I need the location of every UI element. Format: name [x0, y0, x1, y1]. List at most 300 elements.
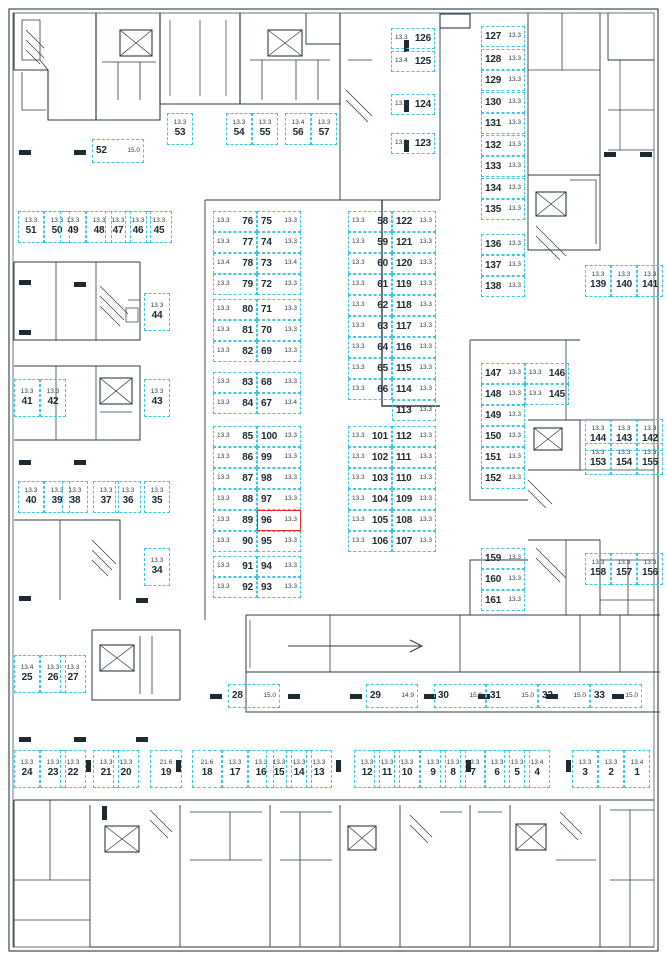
parking-unit-number: 90: [242, 535, 253, 547]
parking-unit-54[interactable]: [226, 113, 252, 145]
parking-unit-101[interactable]: [348, 426, 392, 447]
parking-unit-number: 92: [242, 581, 253, 593]
parking-unit-area: 13.3: [217, 305, 230, 313]
parking-unit-number: 67: [261, 397, 272, 409]
parking-unit-34[interactable]: [144, 548, 170, 586]
parking-unit-121[interactable]: [392, 232, 436, 253]
parking-unit-number: 110: [396, 472, 412, 484]
parking-unit-number: 111: [396, 451, 411, 463]
parking-unit-45[interactable]: [146, 211, 172, 243]
parking-unit-129[interactable]: [481, 70, 525, 91]
parking-unit-103[interactable]: [348, 468, 392, 489]
parking-unit-number: 139: [589, 278, 607, 290]
parking-unit-117[interactable]: [392, 316, 436, 337]
parking-unit-number: 153: [589, 456, 607, 468]
parking-unit-91[interactable]: [213, 556, 257, 577]
parking-unit-98[interactable]: [257, 468, 301, 489]
parking-unit-area: 13.3: [352, 432, 365, 440]
parking-unit-number: 22: [67, 766, 79, 778]
parking-unit-18[interactable]: [192, 750, 222, 788]
parking-unit-83[interactable]: [213, 372, 257, 393]
parking-unit-area: 13.3: [284, 562, 297, 570]
parking-unit-140[interactable]: [611, 265, 637, 297]
parking-unit-number: 14: [293, 766, 305, 778]
parking-unit-area: 13.3: [419, 406, 432, 414]
parking-unit-area: 13.3: [591, 449, 605, 457]
parking-unit-number: 125: [414, 55, 431, 67]
parking-unit-13[interactable]: [306, 750, 332, 788]
parking-unit-66[interactable]: [348, 379, 392, 400]
parking-unit-area: 13.3: [284, 432, 297, 440]
parking-unit-number: 159: [485, 552, 502, 564]
parking-unit-61[interactable]: [348, 274, 392, 295]
parking-unit-154[interactable]: [611, 443, 637, 475]
parking-unit-area: 13.3: [508, 261, 521, 269]
parking-unit-area: 13.3: [508, 141, 521, 149]
parking-unit-1[interactable]: [624, 750, 650, 788]
parking-unit-area: 13.3: [217, 583, 230, 591]
parking-unit-138[interactable]: [481, 276, 525, 297]
parking-unit-number: 157: [615, 566, 633, 578]
parking-unit-128[interactable]: [481, 49, 525, 70]
parking-unit-number: 113: [396, 404, 412, 416]
parking-unit-122[interactable]: [392, 211, 436, 232]
parking-unit-area: 13.3: [604, 759, 618, 767]
parking-unit-area: 13.3: [395, 100, 408, 108]
parking-unit-57[interactable]: [311, 113, 337, 145]
parking-unit-number: 34: [151, 564, 163, 576]
parking-unit-number: 2: [608, 766, 614, 778]
parking-unit-118[interactable]: [392, 295, 436, 316]
parking-unit-68[interactable]: [257, 372, 301, 393]
parking-unit-area: 13.3: [352, 238, 365, 246]
parking-unit-107[interactable]: [392, 531, 436, 552]
parking-unit-59[interactable]: [348, 232, 392, 253]
parking-unit-41[interactable]: [14, 379, 40, 417]
parking-unit-32[interactable]: [538, 684, 590, 708]
parking-unit-area: 13.3: [217, 347, 230, 355]
parking-unit-area: 13.3: [360, 759, 374, 767]
parking-unit-area: 13.3: [352, 322, 365, 330]
parking-unit-area: 13.3: [284, 347, 297, 355]
parking-unit-52[interactable]: [92, 139, 144, 163]
parking-unit-number: 46: [132, 224, 144, 236]
parking-unit-number: 63: [377, 320, 388, 332]
parking-unit-22[interactable]: [60, 750, 86, 788]
parking-unit-58[interactable]: [348, 211, 392, 232]
parking-unit-number: 30: [438, 690, 449, 701]
parking-unit-area: 13.3: [508, 596, 521, 604]
parking-unit-145[interactable]: [525, 384, 569, 405]
parking-unit-56[interactable]: [285, 113, 311, 145]
parking-unit-100[interactable]: [257, 426, 301, 447]
parking-unit-20[interactable]: [113, 750, 139, 788]
parking-unit-number: 75: [261, 215, 272, 227]
parking-unit-number: 19: [160, 766, 172, 778]
parking-unit-110[interactable]: [392, 468, 436, 489]
parking-unit-150[interactable]: [481, 426, 525, 447]
parking-unit-136[interactable]: [481, 234, 525, 255]
parking-unit-69[interactable]: [257, 341, 301, 362]
parking-unit-7[interactable]: [460, 750, 486, 788]
parking-unit-area: 13.3: [312, 759, 326, 767]
parking-unit-number: 99: [261, 451, 272, 463]
parking-unit-38[interactable]: [62, 481, 88, 513]
parking-unit-42[interactable]: [40, 379, 66, 417]
parking-unit-number: 158: [589, 566, 607, 578]
parking-unit-17[interactable]: [222, 750, 248, 788]
parking-unit-4[interactable]: [524, 750, 550, 788]
parking-unit-130[interactable]: [481, 92, 525, 113]
parking-unit-120[interactable]: [392, 253, 436, 274]
parking-unit-134[interactable]: [481, 178, 525, 199]
parking-unit-area: 13.3: [284, 217, 297, 225]
parking-unit-84[interactable]: [213, 393, 257, 414]
parking-unit-number: 84: [242, 397, 253, 409]
parking-unit-146[interactable]: [525, 363, 569, 384]
parking-unit-73[interactable]: [257, 253, 301, 274]
parking-unit-area: 13.3: [284, 280, 297, 288]
parking-unit-95[interactable]: [257, 531, 301, 552]
parking-unit-area: 13.3: [419, 301, 432, 309]
parking-unit-area: 13.3: [578, 759, 592, 767]
parking-unit-number: 126: [414, 32, 431, 44]
parking-unit-number: 57: [318, 126, 330, 138]
parking-unit-area: 13.4: [395, 57, 408, 65]
parking-unit-number: 50: [51, 224, 63, 236]
parking-unit-area: 13.3: [508, 282, 521, 290]
parking-unit-number: 3: [582, 766, 588, 778]
parking-unit-area: 13.3: [24, 217, 38, 225]
parking-unit-area: 13.3: [508, 119, 521, 127]
parking-unit-114[interactable]: [392, 379, 436, 400]
parking-unit-51[interactable]: [18, 211, 44, 243]
parking-unit-111[interactable]: [392, 447, 436, 468]
parking-unit-3[interactable]: [572, 750, 598, 788]
parking-unit-area: 13.3: [50, 217, 64, 225]
parking-unit-area: 13.3: [508, 32, 521, 40]
parking-unit-99[interactable]: [257, 447, 301, 468]
parking-unit-area: 13.3: [508, 98, 521, 106]
parking-unit-155[interactable]: [637, 443, 663, 475]
parking-unit-number: 133: [485, 160, 502, 172]
parking-unit-area: 13.3: [272, 759, 286, 767]
parking-unit-65[interactable]: [348, 358, 392, 379]
parking-unit-36[interactable]: [115, 481, 141, 513]
parking-unit-31[interactable]: [486, 684, 538, 708]
parking-unit-number: 47: [112, 224, 124, 236]
parking-unit-area: 13.3: [46, 388, 60, 396]
parking-unit-93[interactable]: [257, 577, 301, 598]
parking-unit-82[interactable]: [213, 341, 257, 362]
parking-unit-number: 40: [25, 494, 37, 506]
parking-unit-151[interactable]: [481, 447, 525, 468]
parking-unit-area: 13.3: [352, 301, 365, 309]
parking-unit-number: 119: [396, 278, 412, 290]
parking-unit-area: 13.3: [508, 432, 521, 440]
parking-unit-126[interactable]: [391, 28, 435, 49]
parking-unit-number: 5: [514, 766, 520, 778]
parking-unit-55[interactable]: [252, 113, 278, 145]
parking-unit-number: 106: [371, 535, 388, 547]
parking-unit-area: 13.3: [150, 388, 164, 396]
parking-unit-area: 13.4: [20, 664, 34, 672]
parking-unit-area: 13.3: [419, 453, 432, 461]
parking-unit-96[interactable]: [257, 510, 301, 531]
parking-unit-area: 13.3: [426, 759, 440, 767]
parking-unit-2[interactable]: [598, 750, 624, 788]
parking-unit-area: 13.3: [217, 217, 230, 225]
parking-unit-78[interactable]: [213, 253, 257, 274]
parking-unit-number: 56: [292, 126, 304, 138]
parking-unit-area: 13.3: [508, 453, 521, 461]
parking-unit-area: 13.3: [466, 759, 480, 767]
parking-unit-number: 138: [485, 280, 502, 292]
parking-unit-area: 13.3: [508, 474, 521, 482]
parking-unit-77[interactable]: [213, 232, 257, 253]
parking-unit-135[interactable]: [481, 199, 525, 220]
parking-unit-113[interactable]: [392, 400, 436, 421]
parking-unit-148[interactable]: [481, 384, 525, 405]
parking-unit-area: 13.3: [508, 575, 521, 583]
parking-unit-number: 93: [261, 581, 272, 593]
parking-unit-44[interactable]: [144, 293, 170, 331]
parking-unit-number: 97: [261, 493, 272, 505]
parking-unit-area: 13.3: [352, 364, 365, 372]
parking-unit-area: 13.3: [419, 495, 432, 503]
parking-unit-133[interactable]: [481, 156, 525, 177]
parking-unit-108[interactable]: [392, 510, 436, 531]
parking-unit-97[interactable]: [257, 489, 301, 510]
parking-unit-24[interactable]: [14, 750, 40, 788]
parking-unit-40[interactable]: [18, 481, 44, 513]
parking-unit-33[interactable]: [590, 684, 642, 708]
parking-unit-161[interactable]: [481, 590, 525, 611]
parking-unit-area: 13.3: [99, 487, 113, 495]
parking-unit-25[interactable]: [14, 655, 40, 693]
parking-unit-125[interactable]: [391, 51, 435, 72]
parking-unit-153[interactable]: [585, 443, 611, 475]
parking-unit-area: 21.6: [159, 759, 173, 767]
parking-unit-132[interactable]: [481, 135, 525, 156]
parking-unit-number: 151: [485, 451, 502, 463]
parking-unit-area: 13.3: [352, 280, 365, 288]
parking-unit-43[interactable]: [144, 379, 170, 417]
parking-unit-area: 13.3: [217, 238, 230, 246]
parking-unit-area: 13.3: [217, 432, 230, 440]
parking-unit-number: 82: [242, 345, 253, 357]
parking-unit-123[interactable]: [391, 133, 435, 154]
parking-unit-119[interactable]: [392, 274, 436, 295]
parking-unit-area: 13.3: [352, 516, 365, 524]
parking-unit-94[interactable]: [257, 556, 301, 577]
parking-unit-116[interactable]: [392, 337, 436, 358]
parking-unit-80[interactable]: [213, 299, 257, 320]
parking-unit-112[interactable]: [392, 426, 436, 447]
parking-unit-area: 13.3: [50, 487, 64, 495]
parking-unit-49[interactable]: [60, 211, 86, 243]
parking-unit-139[interactable]: [585, 265, 611, 297]
parking-unit-number: 124: [414, 98, 431, 110]
parking-unit-area: 13.3: [284, 378, 297, 386]
parking-unit-152[interactable]: [481, 468, 525, 489]
parking-unit-27[interactable]: [60, 655, 86, 693]
parking-unit-area: 15.0: [521, 691, 534, 699]
parking-unit-area: 13.3: [24, 487, 38, 495]
parking-unit-75[interactable]: [257, 211, 301, 232]
parking-unit-53[interactable]: [167, 113, 193, 145]
parking-unit-area: 13.3: [217, 399, 230, 407]
parking-unit-105[interactable]: [348, 510, 392, 531]
parking-unit-124[interactable]: [391, 94, 435, 115]
parking-unit-area: 13.3: [643, 449, 657, 457]
parking-unit-number: 132: [485, 139, 502, 151]
parking-unit-area: 13.4: [630, 759, 644, 767]
parking-unit-area: 13.3: [284, 495, 297, 503]
parking-unit-106[interactable]: [348, 531, 392, 552]
parking-unit-number: 80: [242, 303, 253, 315]
parking-unit-92[interactable]: [213, 577, 257, 598]
parking-unit-number: 31: [490, 690, 501, 701]
parking-unit-number: 9: [430, 766, 436, 778]
parking-unit-area: 13.3: [284, 516, 297, 524]
parking-unit-area: 13.3: [591, 425, 605, 433]
parking-unit-127[interactable]: [481, 26, 525, 47]
parking-unit-area: 13.3: [284, 326, 297, 334]
parking-unit-number: 42: [47, 395, 59, 407]
parking-unit-number: 116: [396, 341, 412, 353]
parking-unit-160[interactable]: [481, 569, 525, 590]
parking-unit-131[interactable]: [481, 113, 525, 134]
parking-unit-157[interactable]: [611, 553, 637, 585]
parking-unit-area: 13.3: [258, 119, 272, 127]
parking-unit-number: 69: [261, 345, 272, 357]
parking-unit-area: 13.3: [510, 759, 524, 767]
parking-unit-147[interactable]: [481, 363, 525, 384]
parking-unit-81[interactable]: [213, 320, 257, 341]
parking-unit-number: 35: [151, 494, 163, 506]
parking-unit-90[interactable]: [213, 531, 257, 552]
parking-unit-number: 108: [396, 514, 413, 526]
parking-unit-87[interactable]: [213, 468, 257, 489]
parking-unit-72[interactable]: [257, 274, 301, 295]
parking-unit-number: 25: [21, 671, 33, 683]
parking-unit-area: 13.3: [68, 487, 82, 495]
parking-unit-number: 49: [67, 224, 79, 236]
parking-unit-79[interactable]: [213, 274, 257, 295]
parking-unit-89[interactable]: [213, 510, 257, 531]
parking-unit-115[interactable]: [392, 358, 436, 379]
parking-unit-area: 13.3: [352, 217, 365, 225]
parking-unit-number: 21: [100, 766, 112, 778]
parking-unit-number: 96: [261, 514, 272, 526]
parking-unit-area: 13.3: [352, 537, 365, 545]
parking-unit-number: 70: [261, 324, 272, 336]
parking-unit-149[interactable]: [481, 405, 525, 426]
parking-unit-67[interactable]: [257, 393, 301, 414]
parking-unit-102[interactable]: [348, 447, 392, 468]
parking-unit-109[interactable]: [392, 489, 436, 510]
parking-unit-area: 13.3: [419, 537, 432, 545]
parking-unit-area: 13.3: [643, 559, 657, 567]
parking-unit-85[interactable]: [213, 426, 257, 447]
parking-unit-63[interactable]: [348, 316, 392, 337]
parking-unit-area: 13.3: [217, 474, 230, 482]
parking-unit-number: 77: [242, 236, 253, 248]
parking-unit-141[interactable]: [637, 265, 663, 297]
parking-unit-104[interactable]: [348, 489, 392, 510]
parking-unit-number: 130: [485, 96, 502, 108]
parking-unit-number: 65: [377, 362, 388, 374]
parking-unit-number: 7: [470, 766, 476, 778]
parking-unit-area: 13.3: [643, 425, 657, 433]
parking-unit-area: 13.3: [20, 759, 34, 767]
parking-unit-number: 104: [371, 493, 388, 505]
parking-unit-number: 149: [485, 409, 502, 421]
parking-unit-area: 13.3: [66, 759, 80, 767]
parking-unit-area: 13.3: [419, 432, 432, 440]
parking-unit-area: 13.3: [419, 322, 432, 330]
parking-unit-30[interactable]: [434, 684, 486, 708]
parking-unit-area: 13.3: [508, 162, 521, 170]
parking-unit-area: 15.0: [263, 691, 276, 699]
parking-unit-area: 13.3: [217, 378, 230, 386]
parking-unit-number: 85: [242, 430, 253, 442]
parking-unit-area: 21.6: [200, 759, 214, 767]
parking-unit-area: 13.3: [217, 326, 230, 334]
parking-unit-158[interactable]: [585, 553, 611, 585]
parking-unit-28[interactable]: [228, 684, 280, 708]
parking-unit-86[interactable]: [213, 447, 257, 468]
parking-unit-number: 147: [485, 367, 502, 379]
parking-unit-62[interactable]: [348, 295, 392, 316]
parking-unit-number: 144: [589, 432, 607, 444]
parking-unit-number: 115: [396, 362, 412, 374]
parking-unit-number: 68: [261, 376, 272, 388]
parking-unit-76[interactable]: [213, 211, 257, 232]
parking-unit-number: 81: [242, 324, 253, 336]
parking-unit-area: 13.3: [591, 559, 605, 567]
parking-unit-74[interactable]: [257, 232, 301, 253]
parking-unit-60[interactable]: [348, 253, 392, 274]
parking-unit-number: 23: [47, 766, 59, 778]
parking-unit-area: 13.3: [317, 119, 331, 127]
parking-unit-29[interactable]: [366, 684, 418, 708]
parking-unit-number: 88: [242, 493, 253, 505]
parking-unit-70[interactable]: [257, 320, 301, 341]
parking-unit-area: 13.3: [131, 217, 145, 225]
parking-unit-88[interactable]: [213, 489, 257, 510]
parking-unit-137[interactable]: [481, 255, 525, 276]
parking-unit-number: 102: [371, 451, 388, 463]
parking-unit-area: 13.3: [254, 759, 268, 767]
parking-unit-area: 13.3: [508, 184, 521, 192]
parking-unit-number: 17: [229, 766, 241, 778]
parking-unit-number: 129: [485, 74, 502, 86]
parking-unit-71[interactable]: [257, 299, 301, 320]
parking-unit-area: 13.3: [152, 217, 166, 225]
parking-unit-area: 13.3: [508, 240, 521, 248]
parking-unit-159[interactable]: [481, 548, 525, 569]
parking-unit-156[interactable]: [637, 553, 663, 585]
parking-unit-number: 38: [69, 494, 81, 506]
parking-unit-area: 13.3: [419, 385, 432, 393]
parking-unit-19[interactable]: [150, 750, 182, 788]
parking-unit-10[interactable]: [394, 750, 420, 788]
parking-unit-35[interactable]: [144, 481, 170, 513]
parking-unit-area: 13.3: [529, 390, 542, 398]
parking-unit-64[interactable]: [348, 337, 392, 358]
